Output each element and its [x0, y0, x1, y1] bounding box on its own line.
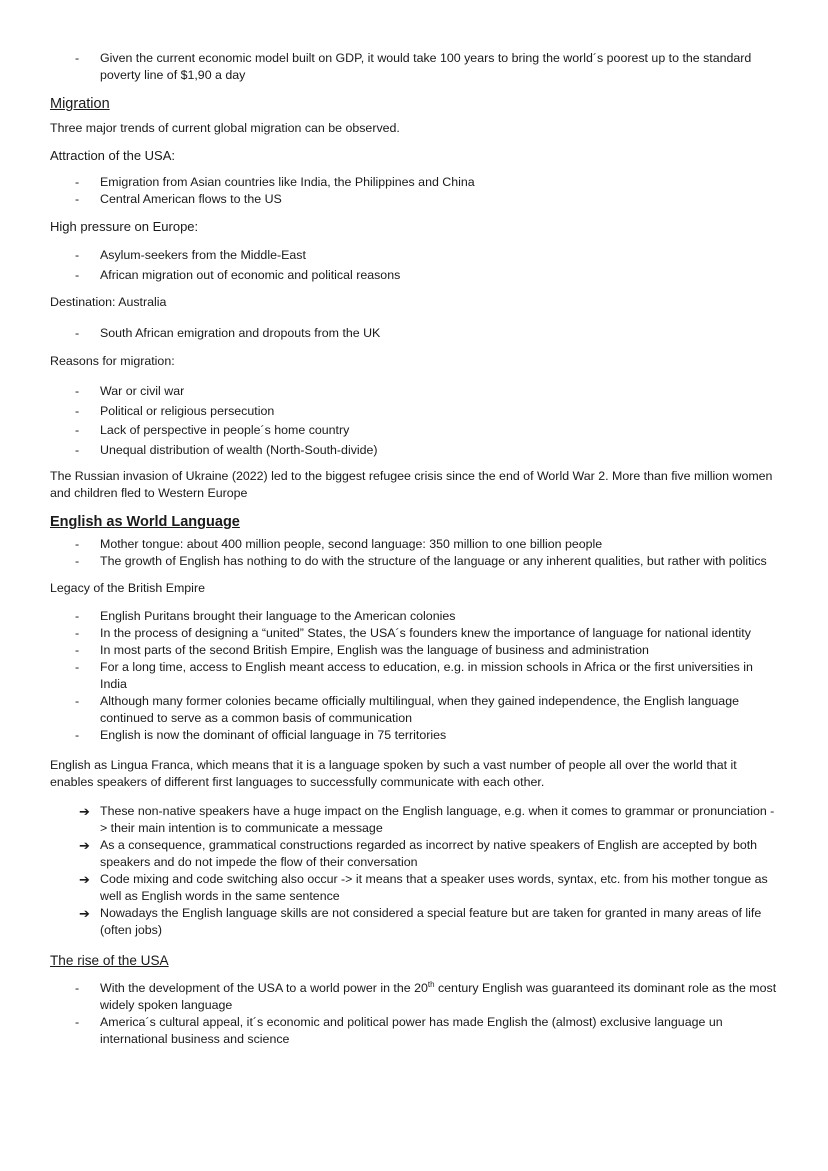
- dash-bullet: -: [75, 268, 80, 282]
- reasons-list: [50, 382, 778, 460]
- reasons-title: Reasons for migration:: [50, 354, 175, 368]
- dash-bullet: -: [75, 1015, 80, 1029]
- list-item: - Political or religious persecution: [50, 402, 778, 422]
- dash-bullet: -: [75, 248, 80, 262]
- list-item: - Central American flows to the US: [75, 192, 282, 206]
- ukraine-paragraph: The Russian invasion of Ukraine (2022) led to the biggest refugee crisis since the end of World War 2. More than five million women and children fled to Western Europe: [50, 469, 773, 500]
- dash-bullet: -: [75, 384, 80, 398]
- arrow-icon: ➔: [79, 906, 90, 921]
- migration-heading: Migration: [50, 96, 110, 112]
- legacy-title: Legacy of the British Empire: [50, 581, 205, 595]
- list-item: - For a long time, access to English meant access to education, e.g. in mission schools in Africa or the first universities in India: [75, 660, 753, 691]
- list-item: - English Puritans brought their language to the American colonies: [75, 609, 456, 623]
- list-item: - Asylum-seekers from the Middle-East: [50, 245, 778, 265]
- top-bullet-list: [50, 50, 778, 84]
- dash-bullet: -: [75, 192, 80, 206]
- migration-intro: Three major trends of current global migration can be observed.: [50, 121, 400, 135]
- list-item: - Lack of perspective in people´s home country: [50, 421, 778, 441]
- list-item: ➔ As a consequence, grammatical constructions regarded as incorrect by native speakers of English are accepted by both speakers and do not impede the flow of their conversation: [79, 838, 758, 869]
- dash-bullet: -: [75, 51, 80, 65]
- dash-bullet: -: [75, 609, 80, 623]
- dash-bullet: -: [75, 981, 80, 995]
- dash-bullet: -: [75, 326, 80, 340]
- dash-bullet: -: [75, 660, 80, 674]
- dash-bullet: -: [75, 442, 80, 457]
- australia-title: Destination: Australia: [50, 295, 167, 309]
- list-item: - English is now the dominant of official language in 75 territories: [75, 728, 447, 742]
- arrow-icon: ➔: [79, 804, 90, 819]
- europe-pressure-list: [50, 245, 778, 285]
- arrow-icon: ➔: [79, 838, 90, 853]
- dash-bullet: -: [75, 423, 80, 437]
- english-facts-list: [50, 536, 778, 570]
- list-item: ➔ These non-native speakers have a huge impact on the English language, e.g. when it comes to grammar or pronunciation -> their main intention is to communicate a message: [79, 804, 775, 835]
- dash-bullet: -: [75, 626, 80, 640]
- usa-rise-heading: The rise of the USA: [50, 953, 169, 968]
- legacy-list: [50, 608, 778, 744]
- list-item: - In the process of designing a “united” States, the USA´s founders knew the importance of language for national identity: [75, 626, 751, 640]
- usa-attraction-title: Attraction of the USA:: [50, 148, 176, 163]
- list-item: - African migration out of economic and political reasons: [50, 265, 778, 285]
- dash-bullet: -: [75, 403, 80, 418]
- list-item: - Emigration from Asian countries like India, the Philippines and China: [75, 175, 475, 189]
- list-item: - America´s cultural appeal, it´s economic and political power has made English the (almost) exclusive language un international business and science: [75, 1015, 723, 1046]
- list-item: - War or civil war: [50, 382, 778, 402]
- dash-bullet: -: [75, 554, 80, 568]
- dash-bullet: -: [75, 537, 80, 551]
- list-item: - With the development of the USA to a world power in the 20th century English was guaranteed its dominant role as the most widely spoken language: [75, 979, 777, 1012]
- list-item: - Although many former colonies became officially multilingual, when they gained independence, the English language continued to serve as a common basis of communication: [75, 694, 739, 725]
- list-item: - Mother tongue: about 400 million people, second language: 350 million to one billion people: [75, 537, 603, 551]
- lingua-franca-arrow-list: [50, 803, 778, 939]
- list-item: - Given the current economic model built on GDP, it would take 100 years to bring the world´s poorest up to the standard poverty line of $1,90 a day: [75, 51, 752, 82]
- usa-rise-list: [50, 980, 778, 1048]
- english-heading: English as World Language: [50, 514, 240, 530]
- arrow-icon: ➔: [79, 872, 90, 887]
- australia-list: [50, 325, 778, 342]
- list-item: ➔ Nowadays the English language skills are not considered a special feature but are taken for granted in many areas of life (often jobs): [79, 906, 762, 937]
- dash-bullet: -: [75, 175, 80, 189]
- list-item: - The growth of English has nothing to do with the structure of the language or any inherent qualities, but rather with politics: [75, 554, 767, 568]
- europe-pressure-title: High pressure on Europe:: [50, 219, 199, 234]
- list-item: ➔ Code mixing and code switching also occur -> it means that a speaker uses words, syntax, etc. from his mother tongue as well as English words in the same sentence: [79, 872, 768, 903]
- dash-bullet: -: [75, 694, 80, 708]
- lingua-franca-paragraph: English as Lingua Franca, which means that it is a language spoken by such a vast number of people all over the world that it enables speakers of different first languages to successfully communicate with each other.: [50, 758, 737, 789]
- dash-bullet: -: [75, 728, 80, 742]
- list-item: - South African emigration and dropouts from the UK: [75, 326, 381, 340]
- dash-bullet: -: [75, 643, 80, 657]
- list-item: - Unequal distribution of wealth (North-South-divide): [50, 441, 778, 461]
- list-item: - In most parts of the second British Empire, English was the language of business and administration: [75, 643, 649, 657]
- usa-attraction-list: [50, 174, 778, 208]
